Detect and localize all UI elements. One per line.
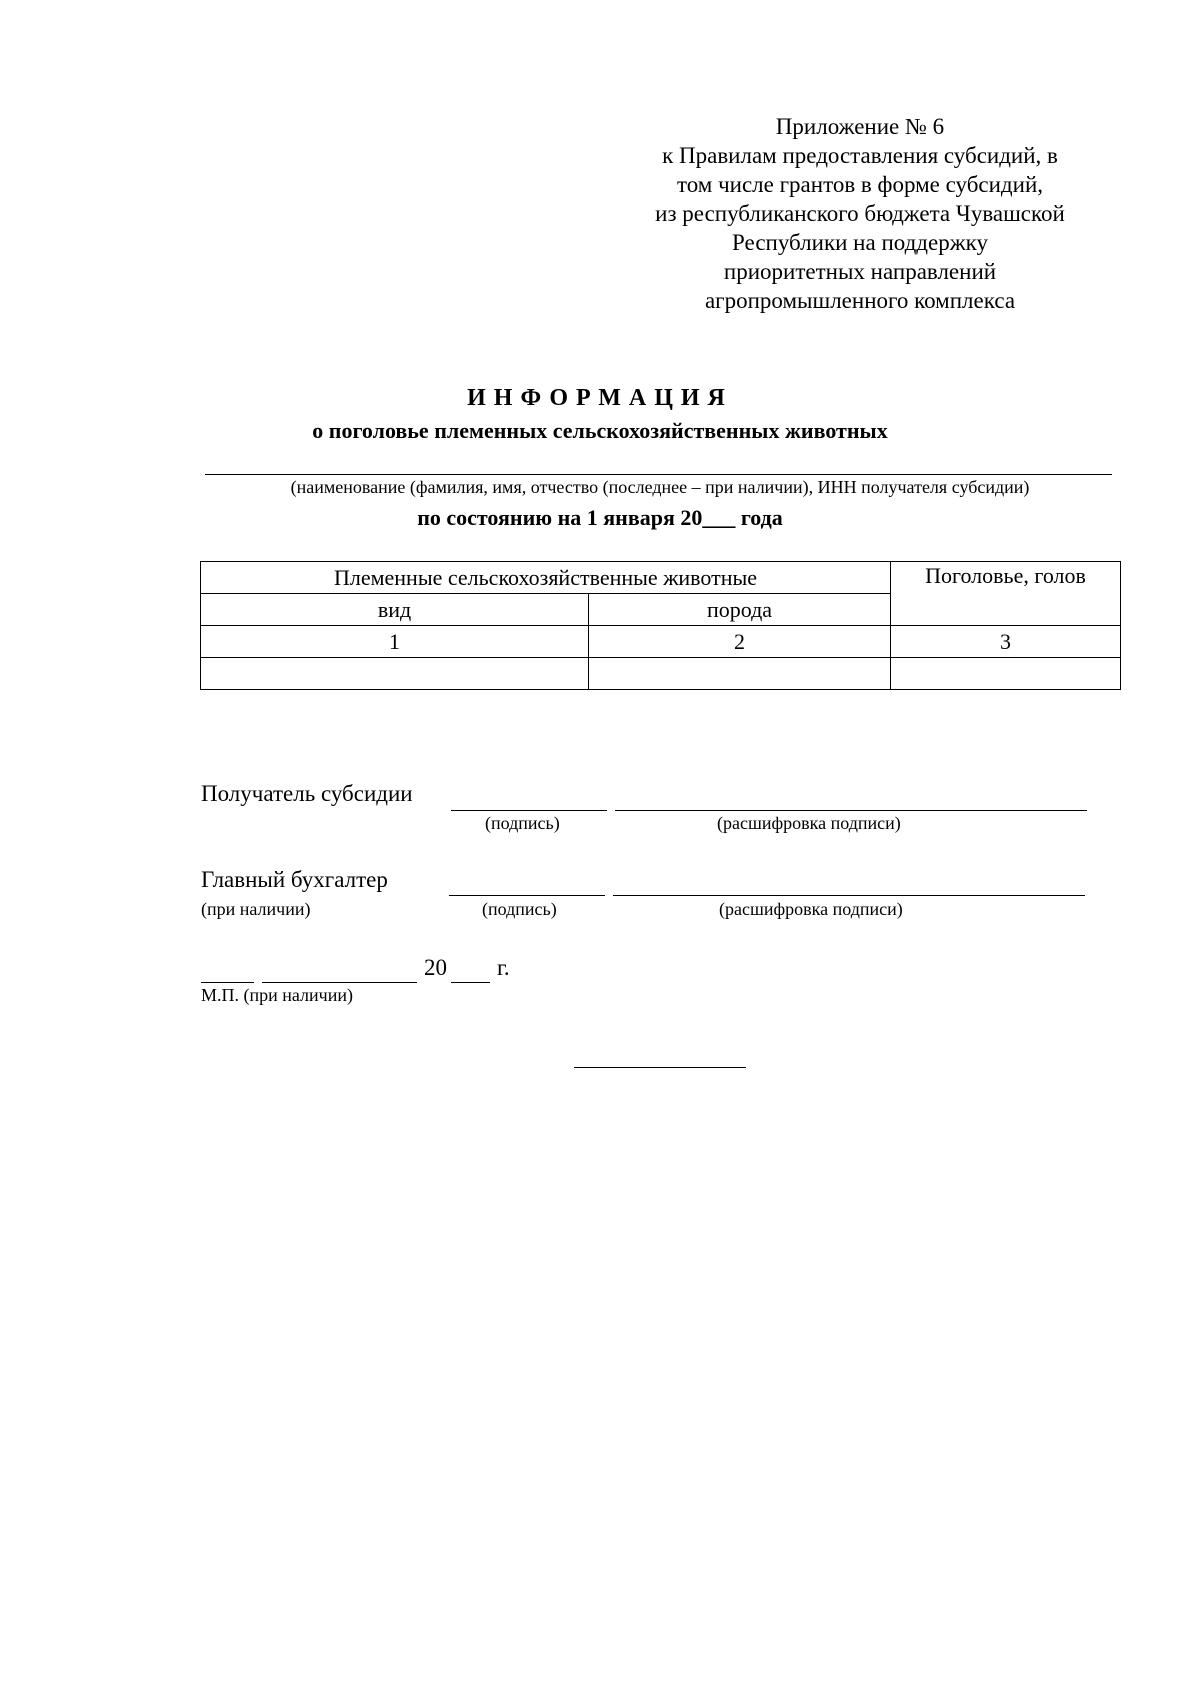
document-subtitle: о поголовье племенных сельскохозяйственных животных xyxy=(312,418,888,443)
appendix-line: приоритетных направлений xyxy=(723,259,997,284)
appendix-line: Республики на поддержку xyxy=(732,230,988,255)
breed-input-cell[interactable] xyxy=(589,658,891,690)
accountant-signature-line[interactable] xyxy=(449,895,605,896)
as-of-date: по состоянию на 1 января 20___ года xyxy=(417,505,783,530)
kind-input-cell[interactable] xyxy=(201,658,589,690)
appendix-line: том числе грантов в форме субсидий, xyxy=(676,172,1043,197)
accountant-label: Главный бухгалтер xyxy=(201,867,388,892)
decoding-caption: (расшифровка подписи) xyxy=(719,899,903,919)
recipient-label: Получатель субсидии xyxy=(201,781,413,806)
appendix-line: агропромышленного комплекса xyxy=(704,288,1016,313)
column-number-cell: 2 xyxy=(589,626,891,658)
if-any-caption: (при наличии) xyxy=(201,899,311,919)
signature-caption: (подпись) xyxy=(485,813,560,833)
kind-header-cell: вид xyxy=(201,594,589,626)
livestock-table xyxy=(200,561,1121,690)
signature-caption: (подпись) xyxy=(482,899,557,919)
accountant-decoding-line[interactable] xyxy=(613,895,1085,896)
group-header-cell: Племенные сельскохозяйственные животные xyxy=(201,562,891,594)
recipient-name-caption: (наименование (фамилия, имя, отчество (последнее – при наличии), ИНН получателя субсидии) xyxy=(290,477,1030,497)
document-title: ИНФОРМАЦИЯ xyxy=(467,385,733,411)
date-year-line[interactable] xyxy=(451,982,490,983)
column-number-cell: 3 xyxy=(891,626,1121,658)
recipient-signature-line[interactable] xyxy=(451,810,607,811)
end-separator xyxy=(574,1067,746,1068)
appendix-line: к Правилам предоставления субсидий, в xyxy=(662,143,1058,168)
column-number-cell: 1 xyxy=(201,626,589,658)
count-header-cell: Поголовье, голов xyxy=(891,562,1121,626)
stamp-caption: М.П. (при наличии) xyxy=(201,985,353,1005)
count-input-cell[interactable] xyxy=(891,658,1121,690)
date-year-suffix: г. xyxy=(497,955,510,980)
appendix-line: из республиканского бюджета Чувашской xyxy=(655,201,1065,226)
appendix-block xyxy=(600,112,1120,315)
date-month-line[interactable] xyxy=(262,982,417,983)
recipient-decoding-line[interactable] xyxy=(615,810,1087,811)
decoding-caption: (расшифровка подписи) xyxy=(717,813,901,833)
recipient-name-line[interactable] xyxy=(205,474,1112,475)
breed-header-cell: порода xyxy=(589,594,891,626)
date-day-line[interactable] xyxy=(201,982,254,983)
date-year-prefix: 20 xyxy=(424,955,447,980)
appendix-line: Приложение № 6 xyxy=(775,114,945,139)
